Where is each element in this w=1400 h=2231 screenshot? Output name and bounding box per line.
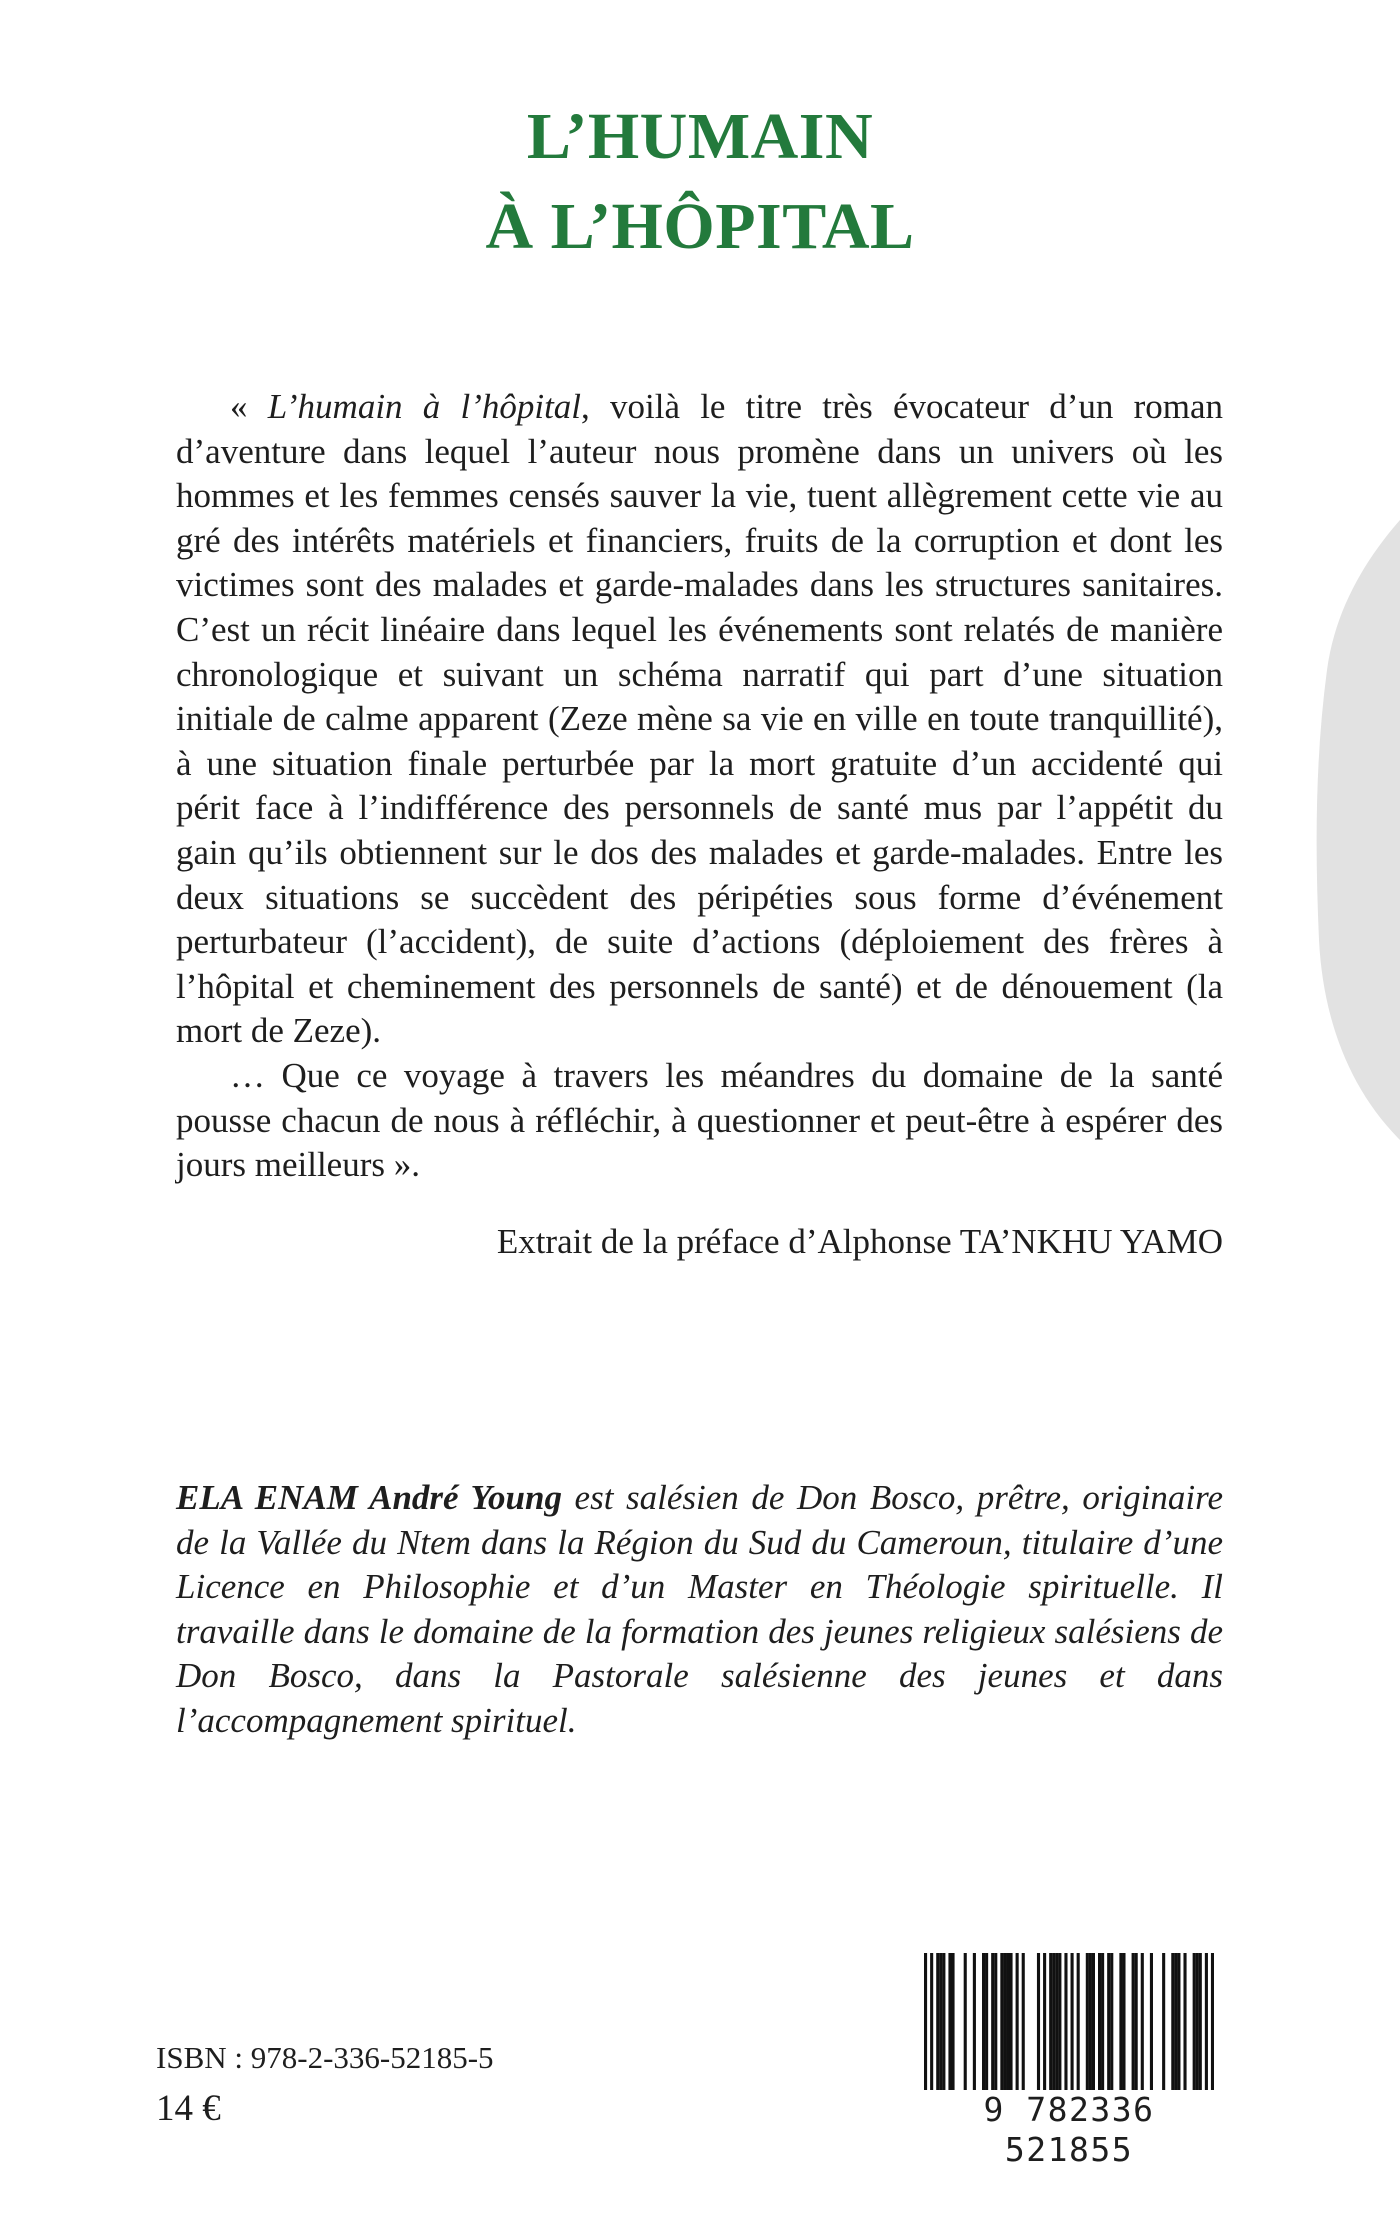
- barcode-bar: [1052, 1953, 1055, 2093]
- barcode-bar: [1193, 1953, 1196, 2093]
- barcode-bar: [1122, 1953, 1125, 2093]
- opening-quote: «: [230, 387, 268, 426]
- barcode-bar: [1119, 1953, 1122, 2093]
- preface-excerpt: [176, 385, 1223, 1188]
- barcode-bar: [973, 1953, 976, 2093]
- book-title-line-1: L’HUMAIN: [526, 100, 874, 173]
- preface-paragraph-1-text: , voilà le titre très évocateur d’un roman d’aventure dans lequel l’auteur nous promène dans un univers où les hommes et les femmes censés sauver la vie, tuent allègrement cette vie au gré des intérêts matériels et financiers, fruits de la corruption et dont les victimes sont des malades et garde-malades dans les structures sanitaires. C’est un récit linéaire dans lequel les événements sont relatés de manière chronologique et suivant un schéma narratif qui part d’une situation initiale de calme apparent (Zeze mène sa vie en ville en toute tranquillité), à une situation finale perturbée par la mort gratuite d’un accidenté qui périt face à l’indifférence des personnels de santé mus par l’appétit du gain qu’ils obtiennent sur le dos des malades et garde-malades. Entre les deux situations se succèdent des péripéties sous forme d’événement perturbateur (l’accident), de suite d’actions (déploiement des frères à l’hôpital et cheminement des personnels de santé) et de dénouement (la mort de Zeze).: [176, 387, 1224, 1051]
- barcode-bar: [1132, 1953, 1135, 2093]
- barcode-bar: [1089, 1953, 1092, 2093]
- barcode-bar: [1174, 1953, 1177, 2093]
- barcode-bar: [1022, 1953, 1025, 2093]
- barcode-bar: [1077, 1953, 1080, 2093]
- barcode-bar: [1196, 1953, 1199, 2093]
- decorative-edge-shape: [1305, 520, 1400, 1140]
- barcode-bar: [1177, 1953, 1180, 2093]
- barcode-bar: [1037, 1953, 1040, 2093]
- barcode-bar: [951, 1953, 954, 2093]
- barcode-bar: [991, 1953, 994, 2093]
- barcode-bar: [1110, 1953, 1113, 2093]
- barcode-bar: [1003, 1953, 1006, 2093]
- preface-paragraph-1: [176, 385, 1223, 1054]
- barcode-bar: [942, 1953, 945, 2093]
- barcode-bar: [1141, 1953, 1144, 2093]
- barcode-bar: [1086, 1953, 1089, 2093]
- barcode-bar: [939, 1953, 942, 2093]
- barcode-bar: [1150, 1953, 1153, 2093]
- barcode-bar: [1000, 1953, 1003, 2093]
- barcode-bar: [1092, 1953, 1095, 2093]
- barcode-bar: [1162, 1953, 1165, 2093]
- barcode-bar: [1107, 1953, 1110, 2093]
- isbn-number: ISBN : 978-2-336-52185-5: [156, 2040, 494, 2075]
- barcode-bar: [1171, 1953, 1174, 2093]
- author-biography-text: est salésien de Don Bosco, prêtre, originaire de la Vallée du Ntem dans la Région du Sud du Cameroun, titulaire d’une Licence en Philosophie et d’un Master en Théologie spirituelle. Il travaille dans le domaine de la formation des jeunes religieux salésiens de Don Bosco, dans la Pastorale salésienne des jeunes et dans l’accompagnement spirituel.: [176, 1478, 1223, 1740]
- barcode-bar: [1009, 1953, 1012, 2093]
- author-name: ELA ENAM André Young: [176, 1478, 562, 1517]
- barcode-bar: [948, 1953, 951, 2093]
- barcode-bar: [1183, 1953, 1186, 2093]
- barcode-bar: [936, 1953, 939, 2093]
- barcode-bar: [1058, 1953, 1061, 2093]
- barcode-bar: [1006, 1953, 1009, 2093]
- preface-attribution: Extrait de la préface d’Alphonse TA’NKHU YAMO: [496, 1222, 1223, 1261]
- barcode-bar: [1135, 1953, 1138, 2093]
- barcode-bar: [1101, 1953, 1104, 2093]
- price: 14 €: [156, 2088, 221, 2129]
- barcode-bar: [1043, 1953, 1046, 2093]
- barcode-bar: [985, 1953, 988, 2093]
- preface-paragraph-2: … Que ce voyage à travers les méandres du domaine de la santé pousse chacun de nous à réfléchir, à questionner et peut-être à espérer des jours meilleurs ».: [176, 1055, 1223, 1185]
- barcode-bar: [1049, 1953, 1052, 2093]
- author-biography: [176, 1476, 1223, 1744]
- book-title: [0, 92, 1400, 272]
- italic-book-title: L’humain à l’hôpital: [267, 387, 582, 426]
- barcode-bar: [964, 1953, 967, 2093]
- barcode-bar: [1199, 1953, 1202, 2093]
- barcode-bar: [1055, 1953, 1058, 2093]
- barcode-bar: [1016, 1953, 1019, 2093]
- barcode-digits: 9 782336 521855: [918, 2090, 1220, 2170]
- barcode-bar: [982, 1953, 985, 2093]
- barcode-bar: [994, 1953, 997, 2093]
- book-title-line-2: À L’HÔPITAL: [485, 190, 915, 263]
- barcode-bar: [1098, 1953, 1101, 2093]
